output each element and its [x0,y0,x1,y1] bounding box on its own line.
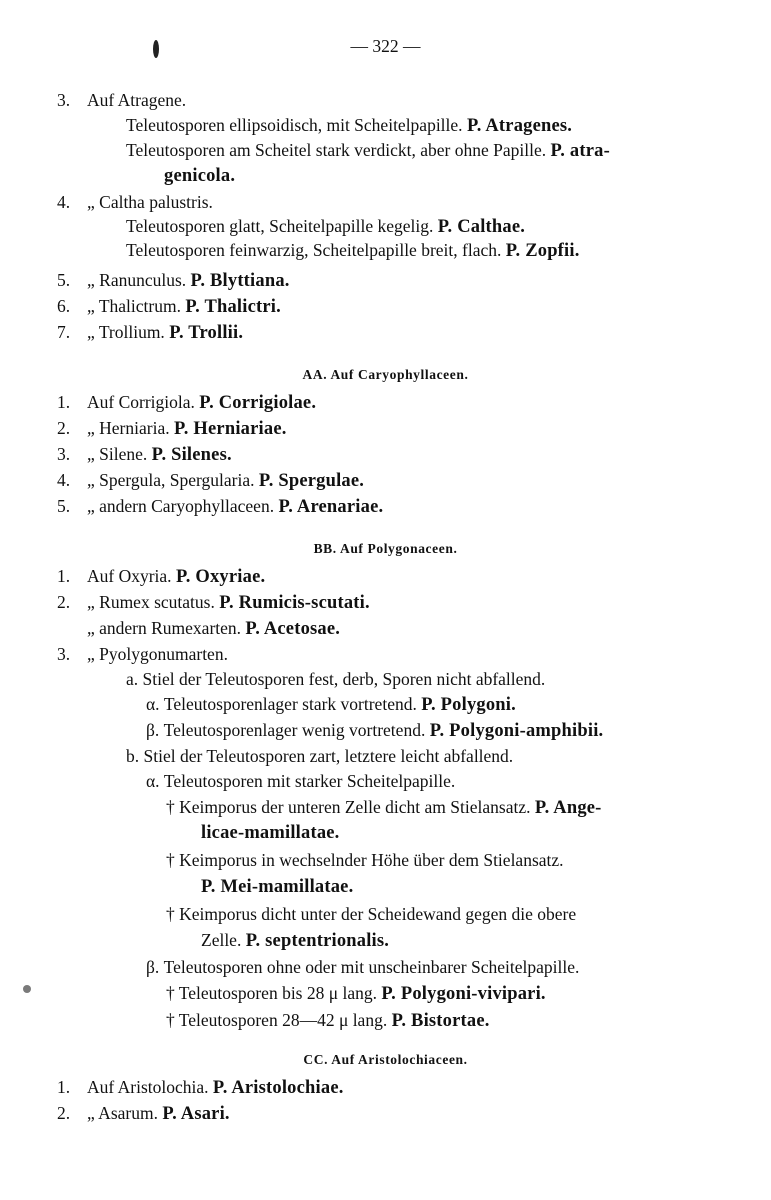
entry-line [87,190,213,214]
entry-line [166,1008,490,1033]
entry-line [201,820,340,845]
entry-line [87,390,316,415]
species-name: P. Asari. [162,1104,230,1124]
entry-line [87,416,287,441]
entry-line [166,848,564,872]
entry-line [146,769,455,793]
ink-blot [23,985,31,993]
species-name: P. Polygoni-vivipari. [381,984,546,1004]
section-heading: CC. Auf Aristolochiaceen. [303,1052,468,1067]
species-name: P. Atragenes. [466,116,573,136]
entry-line [166,902,576,926]
species-name: P. Bistortae. [391,1011,490,1031]
host-text: „ andern Caryophyllaceen. [87,496,279,516]
species-name: P. Aristolochiae. [212,1078,344,1098]
entry-line [87,442,232,467]
host-text: „ Herniaria. [87,418,174,438]
entry-line [126,113,572,138]
species-name: P. Thalictri. [185,297,281,317]
host-text: b. Stiel der Teleutosporen zart, letztere leicht abfallend. [126,746,514,766]
host-text: „ Rumex scutatus. [87,592,220,612]
page-number: — 322 — [350,36,421,56]
entry-line [87,1075,344,1100]
host-text: Zelle. [201,930,246,950]
entry-line [126,744,513,768]
entry-number: 6. [57,296,71,316]
host-text: β. Teleutosporenlager wenig vortretend. [146,720,430,740]
entry-number: 5. [57,496,71,516]
entry-number: 2. [57,418,71,438]
species-name: P. Arenariae. [278,497,384,517]
entry-number: 4. [57,470,71,490]
species-name: P. Ange- [534,798,602,818]
host-text: † Teleutosporen bis 28 μ lang. [166,983,382,1003]
host-text: Teleutosporen glatt, Scheitelpapille kegelig. [126,216,438,236]
entry-line [166,795,602,820]
host-text: „ Trollium. [87,322,170,342]
entry-line [164,163,235,188]
host-text: „ Thalictrum. [87,296,186,316]
section-heading: BB. Auf Polygonaceen. [313,541,458,556]
entry-number: 3. [57,644,71,664]
entry-line [87,88,186,112]
entry-number: 1. [57,392,71,412]
entry-number: 3. [57,444,71,464]
species-name: P. Corrigiolae. [199,393,317,413]
host-text: a. Stiel der Teleutosporen fest, derb, Sporen nicht abfallend. [126,669,546,689]
entry-line [126,214,525,239]
host-text: Auf Oxyria. [87,566,176,586]
entry-line [87,642,228,666]
species-name: P. Spergulae. [258,471,365,491]
entry-line [146,718,603,743]
host-text: Auf Atragene. [87,90,187,110]
entry-line [87,616,340,641]
entry-line [146,692,516,717]
entry-number: 5. [57,270,71,290]
host-text: β. Teleutosporen ohne oder mit unscheinbarer Scheitelpapille. [146,957,580,977]
species-name: P. Silenes. [151,445,232,465]
host-text: † Teleutosporen 28—42 μ lang. [166,1010,392,1030]
species-name: P. Polygoni-amphibii. [429,721,604,741]
species-name: P. Rumicis-scutati. [219,593,370,613]
host-text: α. Teleutosporenlager stark vortretend. [146,694,422,714]
host-text: Teleutosporen feinwarzig, Scheitelpapille breit, flach. [126,240,506,260]
species-name: licae-mamillatae. [201,823,340,843]
entry-line [166,981,546,1006]
entry-line [201,928,389,953]
entry-line [201,874,353,899]
species-name: P. Zopfii. [505,241,580,261]
species-name: P. Oxyriae. [175,567,266,587]
host-text: Teleutosporen am Scheitel stark verdickt, aber ohne Papille. [126,140,551,160]
entry-line [126,138,610,163]
entry-line [87,1101,230,1126]
entry-number: 3. [57,90,71,110]
entry-number: 1. [57,1077,71,1097]
species-name: P. Acetosae. [245,619,341,639]
species-name: P. atra- [550,141,610,161]
entry-line [87,294,281,319]
host-text: „ Asarum. [87,1103,163,1123]
host-text: α. Teleutosporen mit starker Scheitelpapille. [146,771,456,791]
entry-line [87,320,243,345]
entry-line [126,667,545,691]
species-name: P. Mei-mamillatae. [201,877,354,897]
entry-number: 2. [57,592,71,612]
entry-number: 7. [57,322,71,342]
species-name: P. septentrionalis. [245,931,390,951]
entry-number: 1. [57,566,71,586]
host-text: † Keimporus in wechselnder Höhe über dem Stielansatz. [166,850,564,870]
host-text: „ Spergula, Spergularia. [87,470,259,490]
entry-line [126,238,580,263]
species-name: P. Herniariae. [173,419,287,439]
entry-line [87,590,370,615]
species-name: P. Trollii. [169,323,244,343]
entry-line [87,468,364,493]
host-text: † Keimporus dicht unter der Scheidewand gegen die obere [166,904,577,924]
host-text: † Keimporus der unteren Zelle dicht am Stielansatz. [166,797,535,817]
entry-line [87,494,383,519]
host-text: Teleutosporen ellipsoidisch, mit Scheitelpapille. [126,115,467,135]
species-name: P. Calthae. [437,217,526,237]
species-name: genicola. [164,166,236,186]
entry-number: 2. [57,1103,71,1123]
species-name: P. Polygoni. [421,695,516,715]
host-text: „ Caltha palustris. [87,192,213,212]
section-heading: AA. Auf Caryophyllaceen. [302,367,469,382]
host-text: „ Pyolygonumarten. [87,644,228,664]
host-text: „ andern Rumexarten. [87,618,246,638]
host-text: „ Silene. [87,444,152,464]
host-text: Auf Corrigiola. [87,392,200,412]
host-text: Auf Aristolochia. [87,1077,213,1097]
entry-line [87,564,265,589]
entry-number: 4. [57,192,71,212]
species-name: P. Blyttiana. [190,271,290,291]
entry-line [146,955,579,979]
host-text: „ Ranunculus. [87,270,191,290]
entry-line [87,268,290,293]
